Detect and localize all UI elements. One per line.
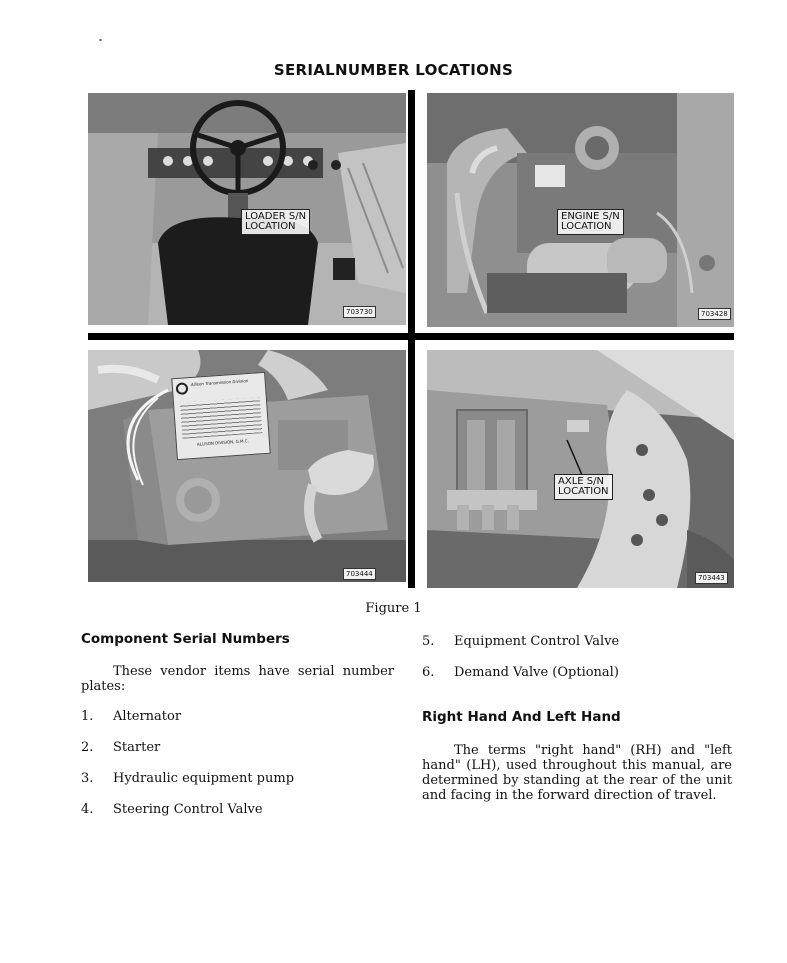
list-item-number: 3. — [81, 771, 94, 786]
loader-sn-callout — [241, 209, 310, 235]
list-item-label: Demand Valve (Optional) — [454, 665, 619, 680]
engine-sn-callout-line2: LOCATION — [561, 221, 612, 232]
list-item — [422, 665, 619, 680]
plate-maker: ALLISON DIVISION, G.M.C. — [196, 438, 249, 447]
loader-sn-callout-line1: LOADER S/N — [245, 211, 307, 222]
list-item — [422, 634, 619, 649]
transmission-plate — [171, 372, 270, 460]
plate-brand: Allison Transmission Division — [190, 378, 249, 388]
axle-sn-callout-line2: LOCATION — [558, 486, 609, 497]
list-item — [81, 771, 294, 786]
list-item — [81, 709, 181, 724]
photo-number: 703443 — [695, 572, 728, 584]
photo-engine-serial-location — [427, 93, 734, 327]
right-left-hand-text: The terms "right hand" (RH) and "left hand" (LH), used throughout this manual, are determined by standing at the rear of the unit and facing in the forward direction of travel. — [422, 743, 732, 803]
list-item — [81, 802, 263, 817]
page-speck — [99, 39, 102, 41]
photo-number: 703428 — [698, 308, 731, 320]
axle-sn-callout — [554, 474, 613, 500]
page-title: SERIALNUMBER LOCATIONS — [273, 61, 514, 79]
engine-sn-callout — [557, 209, 624, 235]
component-serial-numbers-heading: Component Serial Numbers — [81, 631, 290, 647]
loader-sn-callout-line2: LOCATION — [245, 221, 296, 232]
list-item-label: Alternator — [113, 709, 182, 724]
photo-number: 703444 — [343, 568, 376, 580]
list-item-number: 5. — [422, 634, 435, 649]
list-item-label: Starter — [113, 740, 161, 755]
photo-transmission-plate — [88, 350, 406, 582]
photo-number: 703730 — [343, 306, 376, 318]
list-item-number: 1. — [81, 709, 94, 724]
list-item-number: 2. — [81, 740, 94, 755]
component-intro-text: These vendor items have serial number plates: — [81, 664, 394, 694]
engine-sn-callout-line1: ENGINE S/N — [561, 211, 620, 222]
right-left-hand-heading: Right Hand And Left Hand — [422, 709, 621, 725]
plate-logo-icon — [176, 382, 189, 395]
figure-caption: Figure 1 — [365, 601, 422, 616]
plate-grid — [180, 397, 262, 438]
list-item — [81, 740, 160, 755]
photo-axle-serial-location — [427, 350, 734, 588]
list-item-label: Equipment Control Valve — [454, 634, 620, 649]
photo-loader-serial-location — [88, 93, 406, 325]
list-item-number: 6. — [422, 665, 435, 680]
axle-sn-callout-line1: AXLE S/N — [558, 476, 604, 487]
divider-horizontal — [88, 333, 734, 340]
list-item-label: Steering Control Valve — [113, 802, 263, 817]
list-item-label: Hydraulic equipment pump — [113, 771, 295, 786]
list-item-number: 4. — [81, 802, 94, 817]
